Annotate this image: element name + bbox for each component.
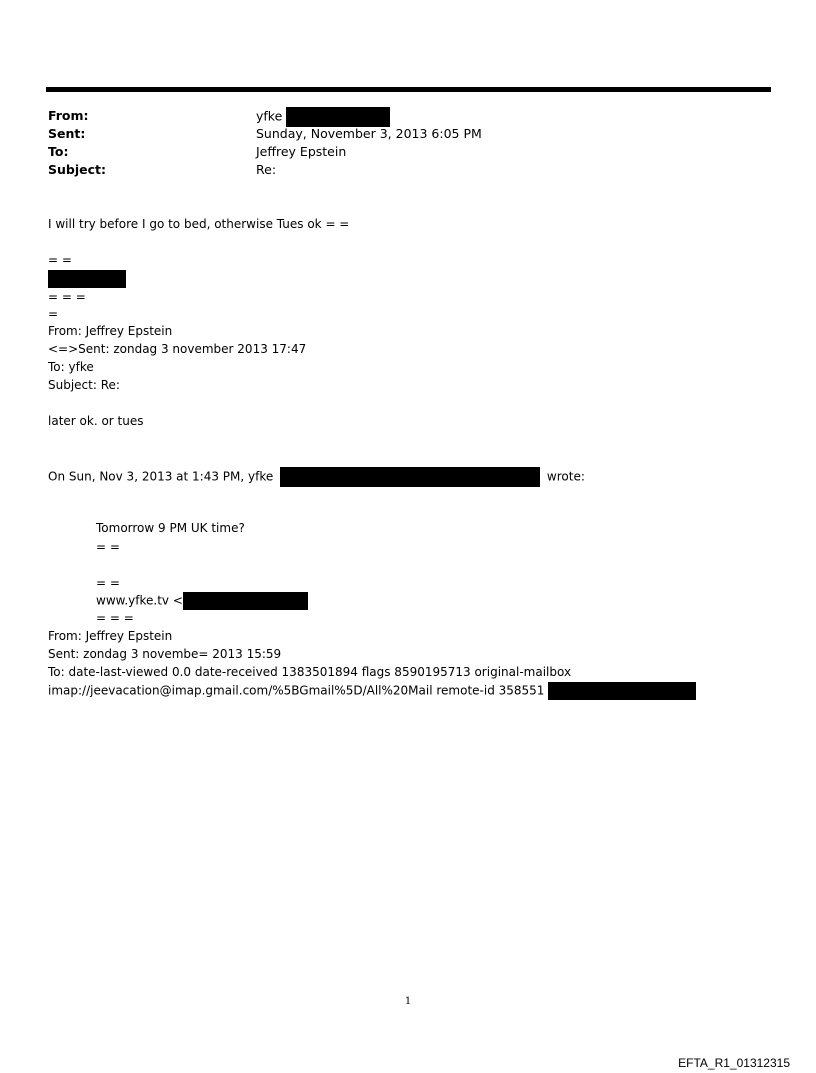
redaction-line [48,270,126,288]
quoted-to-3: To: date-last-viewed 0.0 date-received 1383501894 flags 8590195713 original-mailbox [48,665,572,679]
quoted-subject: Subject: Re: [48,378,120,392]
sent-label: Sent: [48,126,86,141]
redaction-box [183,592,308,610]
from-label: From: [48,108,89,123]
website-line: www.yfke.tv < [96,592,308,610]
redaction-box [280,467,540,487]
subject-value: Re: [256,162,277,177]
separator: = = [96,540,120,554]
document-id: EFTA_R1_01312315 [678,1056,790,1070]
quoted-sent: <=>Sent: zondag 3 november 2013 17:47 [48,342,307,356]
to-label: To: [48,144,69,159]
subject-label: Subject: [48,162,106,177]
redaction-box [48,270,126,288]
reply-attribution: On Sun, Nov 3, 2013 at 1:43 PM, yfke wrote: [48,467,585,487]
separator: = [48,307,59,321]
page-number: 1 [404,996,412,1007]
header-rule [46,87,771,92]
quoted-from-3: From: Jeffrey Epstein [48,629,173,643]
separator: = = [48,253,72,267]
to-value: Jeffrey Epstein [256,144,347,159]
separator: = = = [96,611,134,625]
quoted-sent-3: Sent: zondag 3 novembe= 2013 15:59 [48,647,282,661]
redaction-box [548,682,696,700]
quoted-text: later ok. or tues [48,414,144,428]
sent-value: Sunday, November 3, 2013 6:05 PM [256,126,482,141]
separator: = = = [48,290,86,304]
imap-line: imap://jeevacation@imap.gmail.com/%5BGmail%5D/All%20Mail remote-id 358551 [48,682,696,700]
separator: = = [96,576,120,590]
quoted-text-2: Tomorrow 9 PM UK time? [96,521,245,535]
quoted-from: From: Jeffrey Epstein [48,324,173,338]
quoted-to: To: yfke [48,360,94,374]
from-value: yfke [256,107,390,127]
redaction-box [286,107,390,127]
body-intro: I will try before I go to bed, otherwise Tues ok = = [48,217,350,231]
